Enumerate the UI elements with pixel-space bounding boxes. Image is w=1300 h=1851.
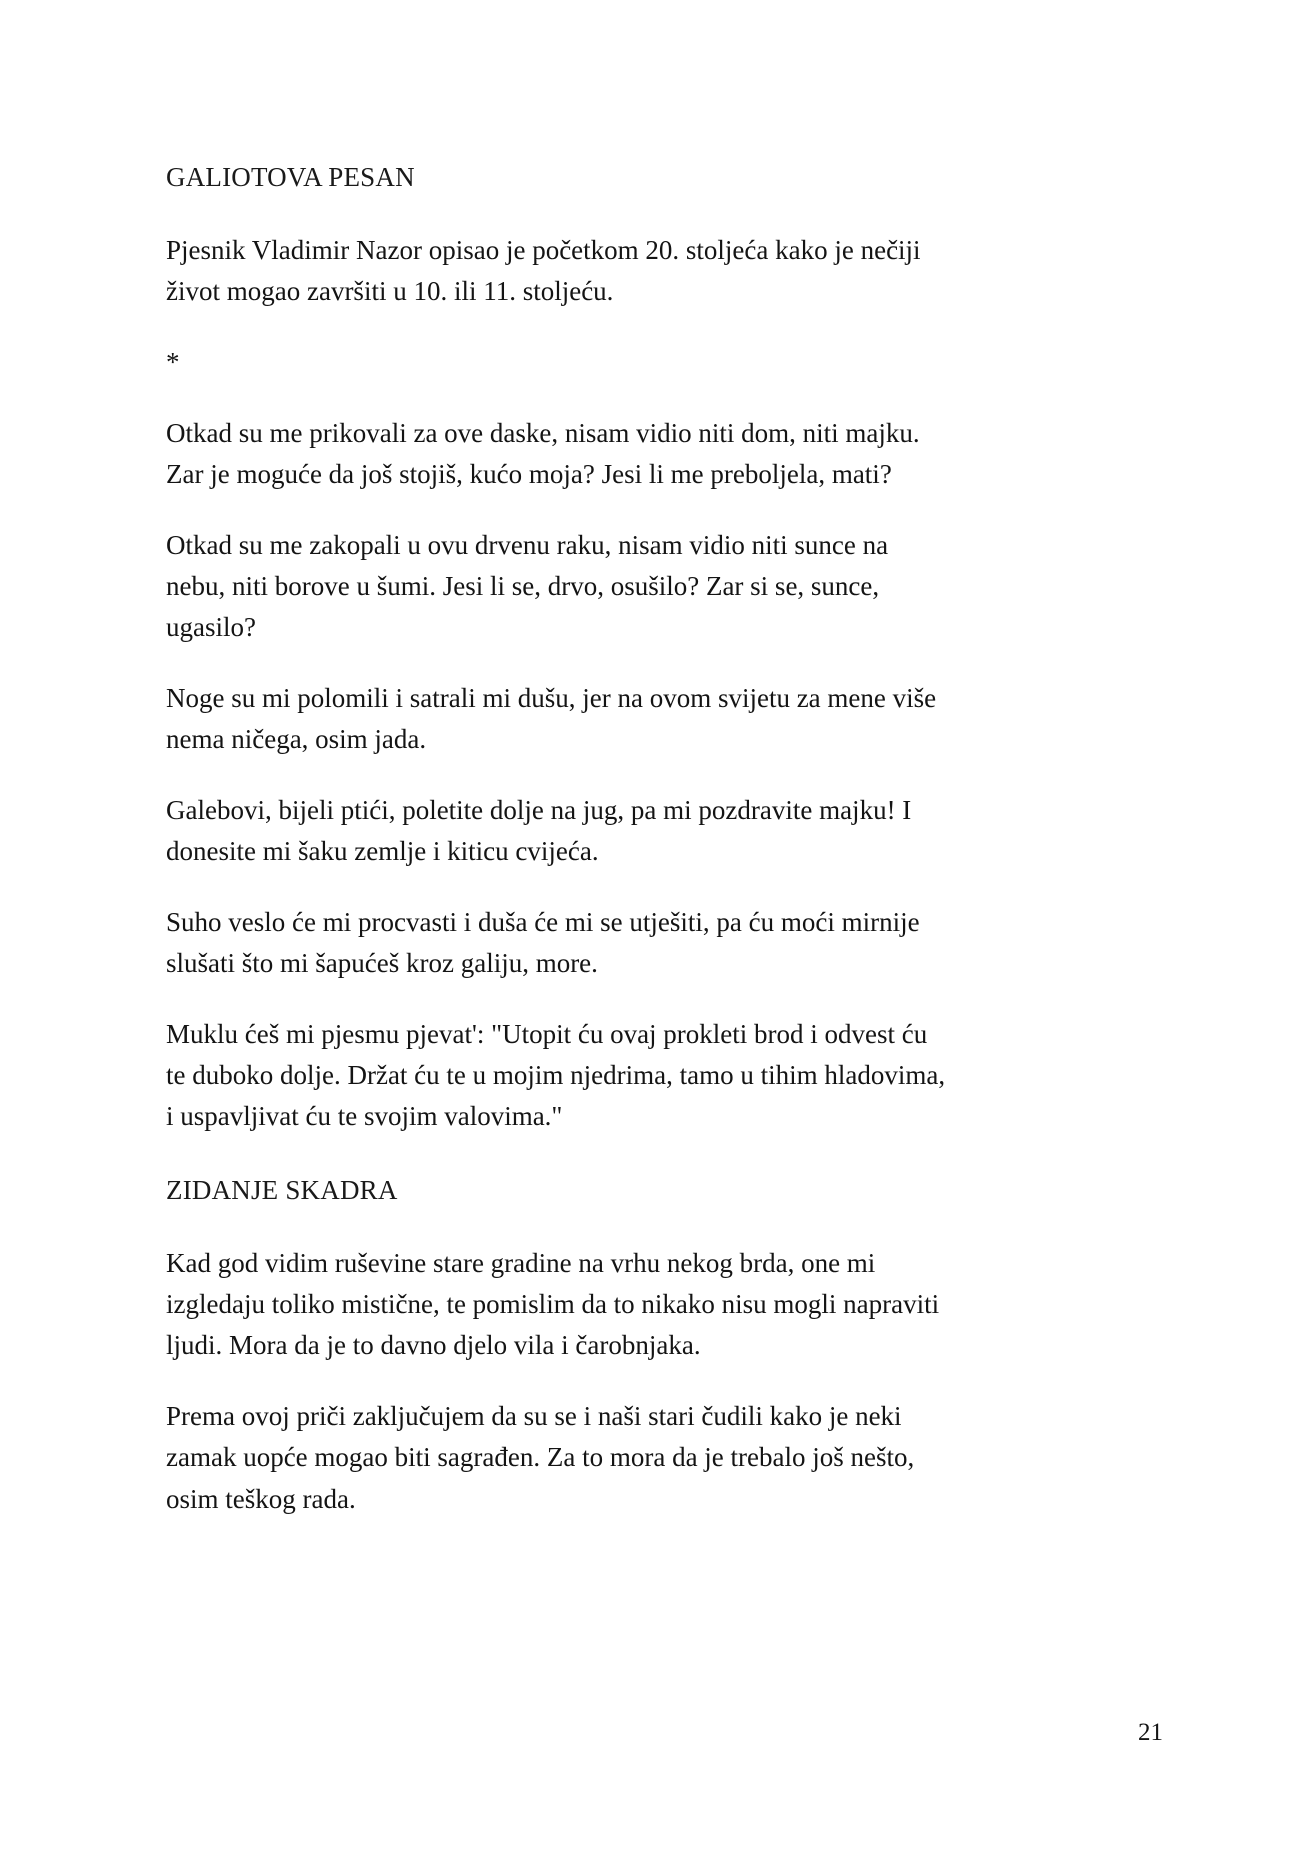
paragraph-otkad-zakopali: Otkad su me zakopali u ovu drvenu raku, nisam vidio niti sunce na nebu, niti borove u šumi. Jesi li se, drvo, osušilo? Zar si se, sunce, ugasilo? xyxy=(166,530,889,643)
paragraph-otkad-prikovali: Otkad su me prikovali za ove daske, nisam vidio niti dom, niti majku. Zar je moguće da još stojiš, kućo moja? Jesi li me preboljela, mati? xyxy=(166,418,920,490)
paragraph-intro: Pjesnik Vladimir Nazor opisao je početkom 20. stoljeća kako je nečiji život mogao završiti u 10. ili 11. stoljeću. xyxy=(166,234,921,306)
page-number: 21 xyxy=(1138,1719,1163,1746)
paragraph-kad-god-vidim: Kad god vidim ruševine stare gradine na vrhu nekog brda, one mi izgledaju toliko mistične, te pomislim da to nikako nisu mogli napraviti ljudi. Mora da je to davno djelo vila i čarobnjaka. xyxy=(166,1248,940,1361)
section-heading-zidanje-skadra: ZIDANJE SKADRA xyxy=(166,1175,398,1206)
section-heading-galiotova-pesan: GALIOTOVA PESAN xyxy=(166,162,415,192)
paragraph-asterisk-separator: * xyxy=(166,346,180,377)
paragraph-noge-polomili: Noge su mi polomili i satrali mi dušu, jer na ovom svijetu za mene više nema ničega, osim jada. xyxy=(166,683,937,755)
paragraph-muklu-pjesmu: Muklu ćeš mi pjesmu pjevat': "Utopit ću ovaj prokleti brod i odvest ću te duboko dolje. Držat ću te u mojim njedrima, tamo u tihim hladovima, i uspavljivat ću te svojim valovima." xyxy=(166,1019,946,1132)
document-body xyxy=(166,160,946,1550)
paragraph-galebovi: Galebovi, bijeli ptići, poletite dolje na jug, pa mi pozdravite majku! I donesite mi šaku zemlje i kiticu cvijeća. xyxy=(166,795,912,867)
paragraph-prema-ovoj-prici: Prema ovoj priči zaključujem da su se i naši stari čudili kako je neki zamak uopće mogao biti sagrađen. Za to mora da je trebalo još nešto, osim teškog rada. xyxy=(166,1401,915,1514)
paragraph-suho-veslo: Suho veslo će mi procvasti i duša će mi se utješiti, pa ću moći mirnije slušati što mi šapućeš kroz galiju, more. xyxy=(166,907,920,979)
